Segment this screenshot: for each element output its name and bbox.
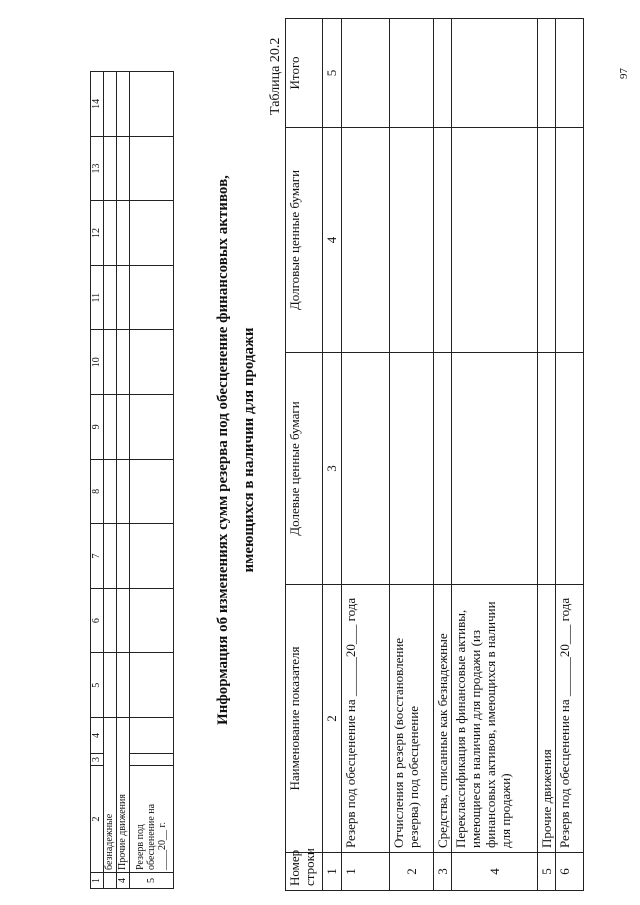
reserve-changes-table: [285, 18, 584, 891]
header-cell: 5: [91, 653, 104, 718]
table-row: [130, 72, 174, 889]
continuation-table: [90, 71, 174, 889]
table-title-line-2: имеющихся в наличии для продажи: [241, 327, 257, 573]
table-row: [342, 19, 390, 891]
header-cell: 14: [91, 72, 104, 137]
column-number: 3: [323, 353, 342, 585]
row-number: 3: [434, 853, 452, 891]
row-label: Резерв под обесценение на ____20__ г.: [130, 766, 174, 873]
header-cell: Долговые ценные бумаги: [286, 128, 323, 353]
header-cell: 13: [91, 136, 104, 201]
row-number: 2: [390, 853, 434, 891]
row-label: безнадежные: [104, 718, 117, 873]
header-cell: 8: [91, 459, 104, 524]
row-number: 6: [556, 853, 584, 891]
table-number: Таблица 20.2: [268, 37, 283, 115]
row-label: Средства, списанные как безнадежные: [434, 585, 452, 853]
row-number: 5: [130, 873, 174, 889]
row-label: Прочие движения: [538, 585, 556, 853]
row-label: Переклассификация в финансовые активы, имеющиеся в наличии для продажи (из финансовых активов, имеющихся в наличии для продажи): [452, 585, 538, 853]
table-row: [538, 19, 556, 891]
header-cell: 6: [91, 588, 104, 653]
row-label: Отчисления в резерв (восстановление резерва) под обесценение: [390, 585, 434, 853]
header-cell: 10: [91, 330, 104, 395]
table-row: [390, 19, 434, 891]
header-cell: Наименование показателя: [286, 585, 323, 853]
column-number: 4: [323, 128, 342, 353]
table-row: [104, 72, 117, 889]
header-cell: 7: [91, 524, 104, 589]
column-number: 1: [323, 853, 342, 891]
row-label: Прочие движения: [117, 718, 130, 873]
continuation-header-row: [91, 72, 104, 889]
header-cell: 9: [91, 395, 104, 460]
header-cell: 4: [91, 718, 104, 754]
column-number: 2: [323, 585, 342, 853]
row-number: [104, 873, 117, 889]
row-number: 1: [342, 853, 390, 891]
row-label: Резерв под обесценение на ______20___ года: [342, 585, 390, 853]
header-cell: Итого: [286, 19, 323, 128]
header-row: [286, 19, 323, 891]
column-number-row: [323, 19, 342, 891]
header-cell: 2: [91, 766, 104, 873]
header-cell: 3: [91, 754, 104, 766]
table-title-line-1: Информация об изменениях сумм резерва под обесценение финансовых активов,: [215, 175, 231, 725]
row-label: Резерв под обесценение на ______20___ года: [556, 585, 584, 853]
header-cell: 1: [91, 873, 104, 889]
header-cell: 12: [91, 201, 104, 266]
header-cell: Долевые ценные бумаги: [286, 353, 323, 585]
table-row: [434, 19, 452, 891]
table-row: [556, 19, 584, 891]
table-row: [452, 19, 538, 891]
row-number: 4: [452, 853, 538, 891]
page-number: 97: [618, 68, 630, 79]
header-cell: 11: [91, 265, 104, 330]
row-number: 4: [117, 873, 130, 889]
row-number: 5: [538, 853, 556, 891]
header-cell: Номер строки: [286, 853, 323, 891]
column-number: 5: [323, 19, 342, 128]
table-row: [117, 72, 130, 889]
